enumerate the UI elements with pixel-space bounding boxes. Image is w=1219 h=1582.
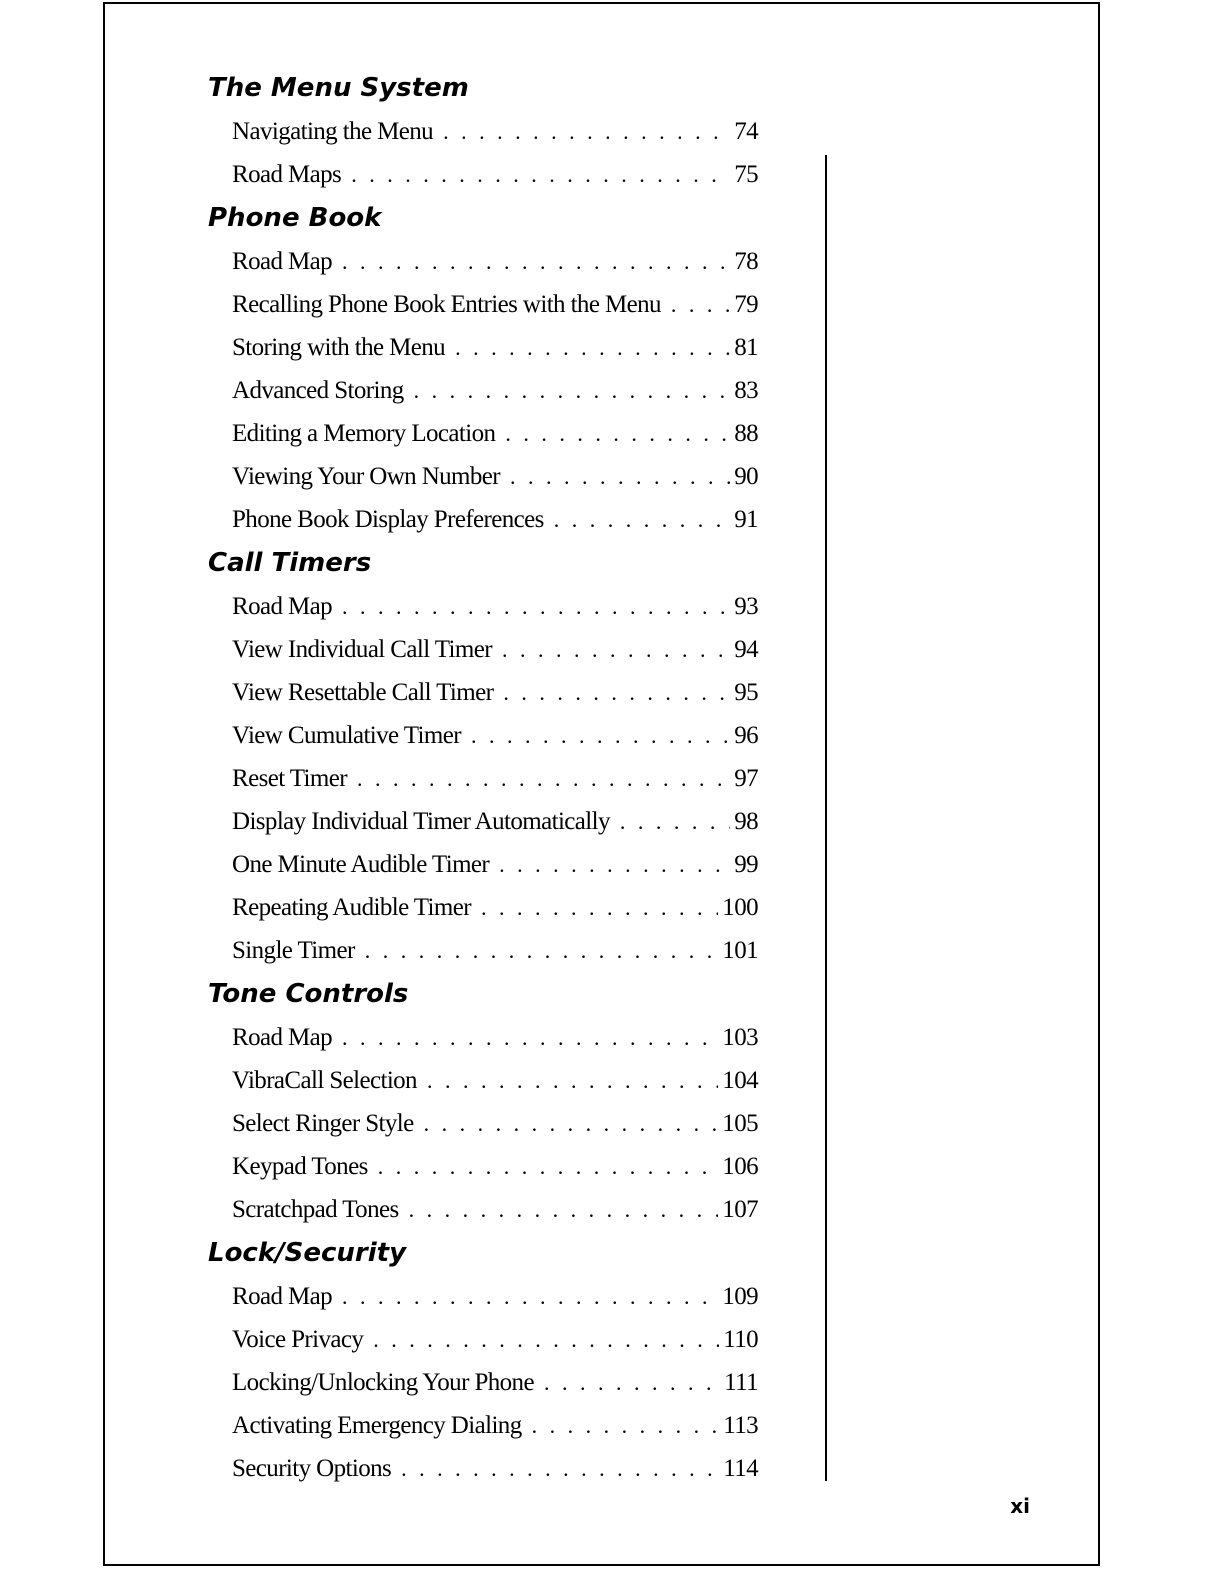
toc-entry-page: 93 <box>734 593 758 620</box>
toc-entry-label: Single Timer <box>232 937 355 964</box>
toc-entry-label: Recalling Phone Book Entries with the Menu <box>232 291 661 318</box>
dot-leader <box>502 628 730 671</box>
dot-leader <box>620 800 730 843</box>
toc-entry-page: 94 <box>734 636 758 663</box>
toc-entry <box>232 110 758 153</box>
dot-leader <box>554 498 730 541</box>
toc-entry-label: VibraCall Selection <box>232 1067 417 1094</box>
toc-entry-label: Road Map <box>232 1283 333 1310</box>
toc-entry-label: Road Maps <box>232 161 342 188</box>
dot-leader <box>409 1188 719 1231</box>
dot-leader <box>351 153 730 196</box>
toc-entry-page: 111 <box>724 1369 758 1396</box>
toc-entry-label: Keypad Tones <box>232 1153 368 1180</box>
section-heading: Call Timers <box>208 548 372 578</box>
dot-leader <box>671 283 730 326</box>
dot-leader <box>427 1059 718 1102</box>
toc-entry-page: 106 <box>722 1153 758 1180</box>
toc-entry-label: Advanced Storing <box>232 377 404 404</box>
toc-entry <box>232 843 758 886</box>
toc-entry <box>232 585 758 628</box>
dot-leader <box>357 757 730 800</box>
toc-entry-page: 110 <box>723 1326 758 1353</box>
toc-entry-page: 74 <box>734 118 758 145</box>
toc-entry-label: Navigating the Menu <box>232 118 434 145</box>
section-heading: Tone Controls <box>208 979 409 1009</box>
table-of-contents <box>208 66 758 1490</box>
toc-entry-label: Scratchpad Tones <box>232 1196 399 1223</box>
toc-entry-label: Road Map <box>232 248 333 275</box>
toc-entry-page: 101 <box>722 937 758 964</box>
toc-entry-label: Locking/Unlocking Your Phone <box>232 1369 534 1396</box>
toc-entry <box>232 412 758 455</box>
toc-entry-label: Reset Timer <box>232 765 347 792</box>
toc-entry <box>232 498 758 541</box>
toc-entry-page: 98 <box>734 808 758 835</box>
toc-entry-page: 114 <box>723 1455 758 1482</box>
toc-entry-page: 109 <box>722 1283 758 1310</box>
toc-entry <box>232 714 758 757</box>
dot-leader <box>532 1404 720 1447</box>
toc-entry-page: 88 <box>734 420 758 447</box>
dot-leader <box>378 1145 719 1188</box>
toc-entry-label: Storing with the Menu <box>232 334 446 361</box>
toc-entry-page: 75 <box>734 161 758 188</box>
toc-entry-label: Road Map <box>232 593 333 620</box>
toc-entry <box>232 1447 758 1490</box>
toc-entry <box>232 886 758 929</box>
toc-entry <box>232 1361 758 1404</box>
dot-leader <box>342 1275 718 1318</box>
toc-entry <box>232 455 758 498</box>
toc-entry-label: Repeating Audible Timer <box>232 894 471 921</box>
dot-leader <box>455 326 730 369</box>
toc-entry-label: Phone Book Display Preferences <box>232 506 544 533</box>
toc-entry <box>232 240 758 283</box>
dot-leader <box>373 1318 719 1361</box>
dot-leader <box>471 714 730 757</box>
toc-entry-page: 96 <box>734 722 758 749</box>
toc-entry-label: Voice Privacy <box>232 1326 364 1353</box>
page-number: xi <box>1010 1494 1030 1518</box>
section-heading: Lock/Security <box>208 1238 407 1268</box>
dot-leader <box>342 585 730 628</box>
toc-entry-page: 79 <box>734 291 758 318</box>
toc-entry-page: 91 <box>734 506 758 533</box>
dot-leader <box>443 110 730 153</box>
dot-leader <box>424 1102 719 1145</box>
dot-leader <box>499 843 730 886</box>
toc-entry <box>232 326 758 369</box>
toc-entry-page: 103 <box>722 1024 758 1051</box>
toc-entry <box>232 283 758 326</box>
toc-entry-page: 105 <box>722 1110 758 1137</box>
toc-entry <box>232 1016 758 1059</box>
toc-entry-label: View Cumulative Timer <box>232 722 461 749</box>
toc-entry-page: 81 <box>734 334 758 361</box>
dot-leader <box>505 412 730 455</box>
toc-entry-label: Road Map <box>232 1024 333 1051</box>
toc-entry <box>232 929 758 972</box>
toc-entry-label: View Individual Call Timer <box>232 636 492 663</box>
section-heading: Phone Book <box>208 203 382 233</box>
toc-entry <box>232 1188 758 1231</box>
dot-leader <box>510 455 730 498</box>
toc-entry-page: 99 <box>734 851 758 878</box>
toc-entry <box>232 153 758 196</box>
toc-entry <box>232 757 758 800</box>
toc-entry-label: Viewing Your Own Number <box>232 463 501 490</box>
toc-entry <box>232 369 758 412</box>
toc-entry <box>232 1318 758 1361</box>
toc-entry-page: 83 <box>734 377 758 404</box>
dot-leader <box>544 1361 720 1404</box>
toc-entry <box>232 1102 758 1145</box>
toc-entry-label: Select Ringer Style <box>232 1110 414 1137</box>
toc-entry <box>232 628 758 671</box>
dot-leader <box>481 886 718 929</box>
toc-entry <box>232 671 758 714</box>
toc-entry-label: One Minute Audible Timer <box>232 851 490 878</box>
toc-entry <box>232 1404 758 1447</box>
dot-leader <box>342 240 730 283</box>
dot-leader <box>342 1016 718 1059</box>
section-heading: The Menu System <box>208 73 469 103</box>
dot-leader <box>503 671 730 714</box>
toc-entry-page: 107 <box>722 1196 758 1223</box>
toc-entry-label: Editing a Memory Location <box>232 420 496 447</box>
toc-entry <box>232 1145 758 1188</box>
vertical-rule <box>825 155 827 1481</box>
toc-entry-page: 78 <box>734 248 758 275</box>
toc-entry-label: Activating Emergency Dialing <box>232 1412 522 1439</box>
toc-entry-page: 90 <box>734 463 758 490</box>
toc-entry-page: 97 <box>734 765 758 792</box>
dot-leader <box>365 929 719 972</box>
toc-entry-page: 95 <box>734 679 758 706</box>
toc-entry-page: 104 <box>722 1067 758 1094</box>
toc-entry-page: 100 <box>722 894 758 921</box>
toc-entry-label: Security Options <box>232 1455 392 1482</box>
toc-entry-page: 113 <box>723 1412 758 1439</box>
toc-entry-label: Display Individual Timer Automatically <box>232 808 610 835</box>
toc-entry <box>232 1059 758 1102</box>
dot-leader <box>414 369 731 412</box>
toc-entry <box>232 800 758 843</box>
toc-entry-label: View Resettable Call Timer <box>232 679 494 706</box>
dot-leader <box>401 1447 719 1490</box>
toc-entry <box>232 1275 758 1318</box>
